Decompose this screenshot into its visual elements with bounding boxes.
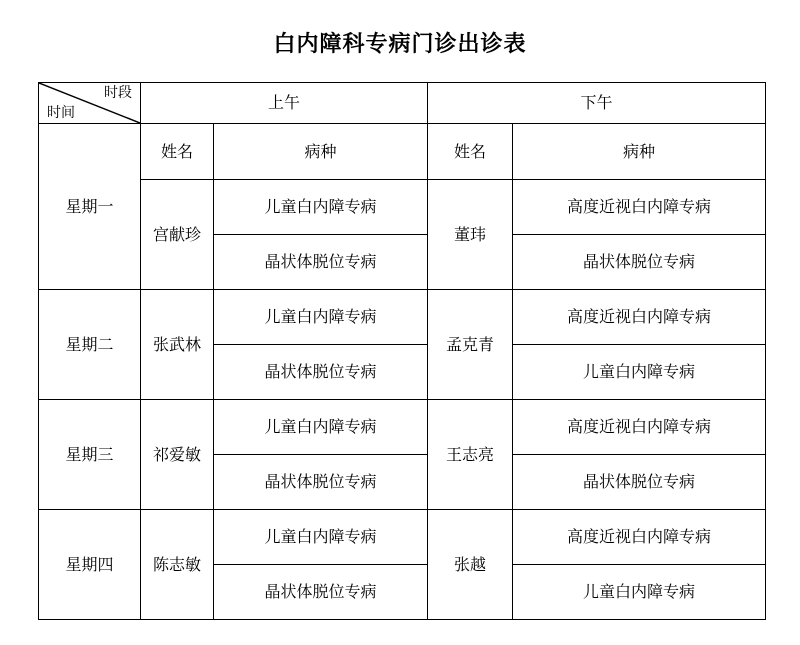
- pm-disease-cell: 晶状体脱位专病: [513, 455, 766, 510]
- header-morning: 上午: [141, 83, 428, 124]
- day-cell-1: 星期二: [39, 290, 141, 400]
- am-doctor-cell: 祁爱敏: [141, 400, 214, 510]
- pm-doctor-cell: 孟克青: [428, 290, 513, 400]
- header-pm-disease: 病种: [513, 124, 766, 180]
- page-title: 白内障科专病门诊出诊表: [273, 32, 527, 57]
- corner-label-time: 时间: [47, 105, 75, 121]
- header-afternoon: 下午: [428, 83, 766, 124]
- table-row: [39, 400, 766, 455]
- pm-disease-cell: 高度近视白内障专病: [513, 290, 766, 345]
- am-doctor-cell: 宫献珍: [141, 180, 214, 290]
- day-cell-2: 星期三: [39, 400, 141, 510]
- header-am-disease: 病种: [214, 124, 428, 180]
- pm-doctor-cell: 张越: [428, 510, 513, 620]
- table-row: [39, 510, 766, 565]
- header-am-name: 姓名: [141, 124, 214, 180]
- am-disease-cell: 晶状体脱位专病: [214, 235, 428, 290]
- pm-disease-cell: 晶状体脱位专病: [513, 235, 766, 290]
- corner-label-period: 时段: [104, 85, 132, 101]
- am-disease-cell: 晶状体脱位专病: [214, 565, 428, 620]
- pm-disease-cell: 高度近视白内障专病: [513, 180, 766, 235]
- corner-cell: [39, 83, 141, 124]
- am-doctor-cell: 陈志敏: [141, 510, 214, 620]
- pm-disease-cell: 儿童白内障专病: [513, 345, 766, 400]
- am-disease-cell: 儿童白内障专病: [214, 180, 428, 235]
- table-row: [39, 290, 766, 345]
- header-row-columns: [39, 124, 766, 180]
- am-disease-cell: 晶状体脱位专病: [214, 455, 428, 510]
- day-cell-3: 星期四: [39, 510, 141, 620]
- schedule-table: [38, 82, 766, 620]
- am-disease-cell: 儿童白内障专病: [214, 510, 428, 565]
- am-disease-cell: 晶状体脱位专病: [214, 345, 428, 400]
- pm-disease-cell: 儿童白内障专病: [513, 565, 766, 620]
- table-row: [39, 180, 766, 235]
- am-doctor-cell: 张武林: [141, 290, 214, 400]
- pm-disease-cell: 高度近视白内障专病: [513, 400, 766, 455]
- header-pm-name: 姓名: [428, 124, 513, 180]
- am-disease-cell: 儿童白内障专病: [214, 290, 428, 345]
- day-cell-0: 星期一: [39, 124, 141, 290]
- pm-doctor-cell: 董玮: [428, 180, 513, 290]
- pm-doctor-cell: 王志亮: [428, 400, 513, 510]
- pm-disease-cell: 高度近视白内障专病: [513, 510, 766, 565]
- header-row-periods: [39, 83, 766, 124]
- am-disease-cell: 儿童白内障专病: [214, 400, 428, 455]
